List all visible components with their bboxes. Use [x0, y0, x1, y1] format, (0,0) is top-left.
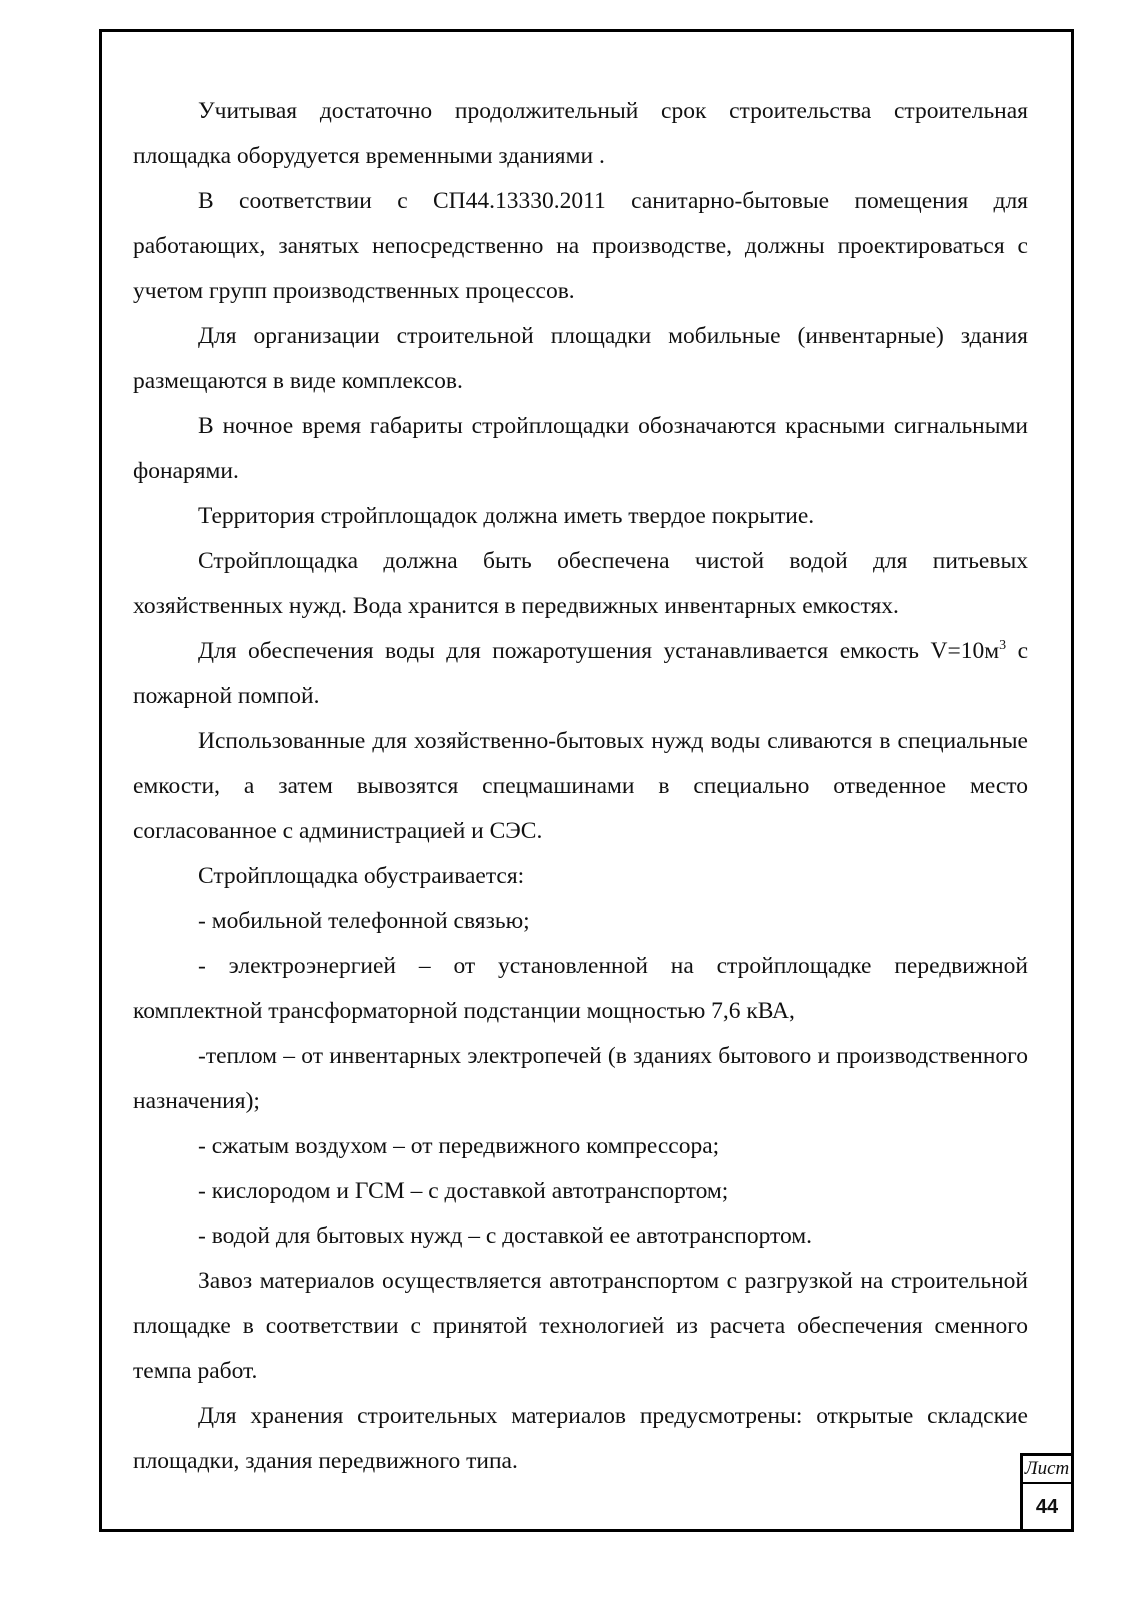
- paragraph: Для организации строительной площадки мобильные (инвентарные) здания размещаются в виде комплексов.: [133, 323, 1028, 394]
- paragraph: Стройплощадка обустраивается:: [198, 863, 525, 889]
- list-item: - электроэнергией – от установленной на стройплощадке передвижной комплектной трансформаторной подстанции мощностью 7,6 кВА,: [133, 953, 1028, 1024]
- paragraph-text-after: с пожарной помпой.: [133, 638, 1028, 709]
- list-item: - сжатым воздухом – от передвижного компрессора;: [198, 1133, 720, 1159]
- sheet-stamp: [1020, 1453, 1074, 1532]
- paragraph: Использованные для хозяйственно-бытовых нужд воды сливаются в специальные емкости, а затем вывозятся спецмашинами в специально отведенное место согласованное с администрацией и СЭС.: [133, 728, 1028, 844]
- paragraph: Завоз материалов осуществляется автотранспортом с разгрузкой на строительной площадке в соответствии с принятой технологией из расчета обеспечения сменного темпа работ.: [133, 1268, 1028, 1384]
- paragraph: Территория стройплощадок должна иметь твердое покрытие.: [198, 503, 815, 529]
- list-item: -теплом – от инвентарных электропечей (в зданиях бытового и производственного назначения);: [133, 1043, 1028, 1114]
- document-body: [133, 89, 1028, 1484]
- list-item: - мобильной телефонной связью;: [198, 908, 530, 934]
- paragraph: Учитывая достаточно продолжительный срок строительства строительная площадка оборудуется временными зданиями .: [133, 98, 1028, 169]
- list-item: - водой для бытовых нужд – с доставкой ее автотранспортом.: [198, 1223, 813, 1249]
- list-item: - кислородом и ГСМ – с доставкой автотранспортом;: [198, 1178, 729, 1204]
- paragraph-text-before: Для обеспечения воды для пожаротушения устанавливается емкость V=10м: [198, 638, 1000, 664]
- paragraph: Для хранения строительных материалов предусмотрены: открытые складские площадки, здания передвижного типа.: [133, 1403, 1028, 1474]
- paragraph: Стройплощадка должна быть обеспечена чистой водой для питьевых хозяйственных нужд. Вода хранится в передвижных инвентарных емкостях.: [133, 548, 1028, 619]
- superscript-cubic: 3: [999, 638, 1007, 653]
- sheet-number: 44: [1035, 1496, 1059, 1518]
- paragraph: В ночное время габариты стройплощадки обозначаются красными сигнальными фонарями.: [133, 413, 1028, 484]
- paragraph-fire-water: [133, 629, 1028, 719]
- paragraph: В соответствии с СП44.13330.2011 санитарно-бытовые помещения для работающих, занятых непосредственно на производстве, должны проектироваться с учетом групп производственных процессов.: [133, 188, 1028, 304]
- sheet-label: Лист: [1023, 1456, 1071, 1484]
